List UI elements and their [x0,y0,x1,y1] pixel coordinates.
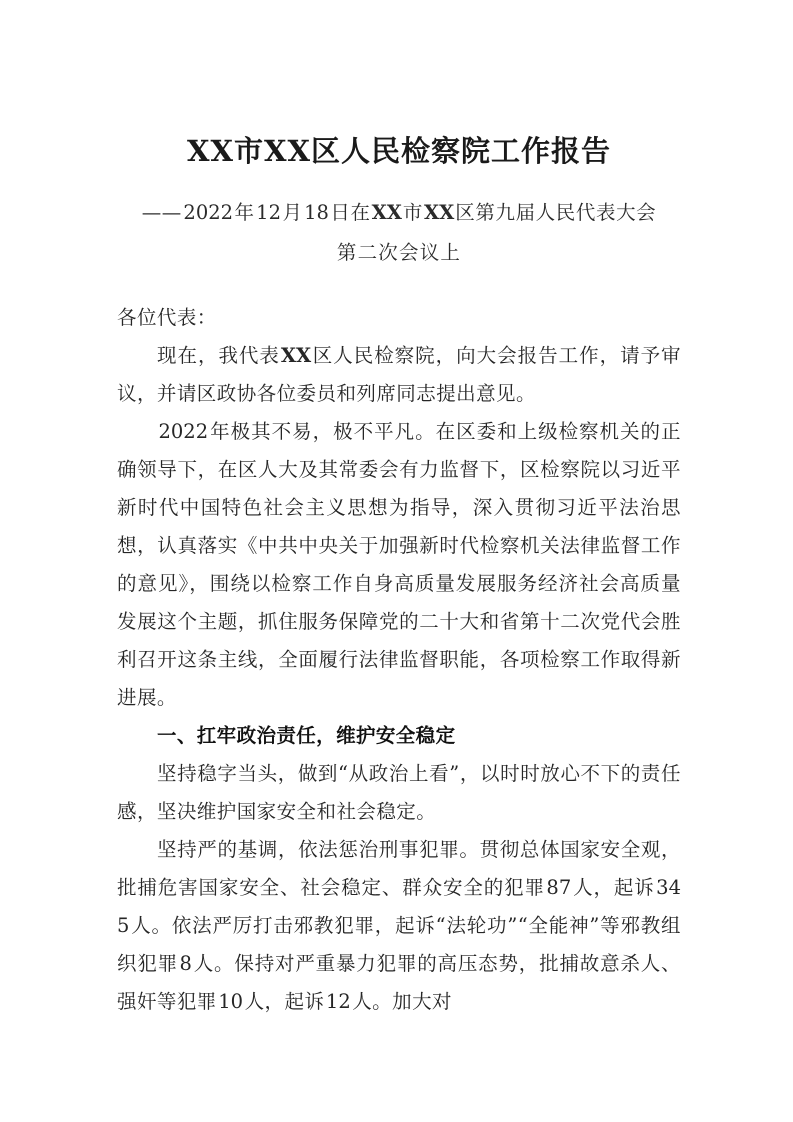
document-body [117,273,681,1021]
salutation: 各位代表： [117,306,217,329]
document-subtitle [117,171,681,273]
subtitle-line-2: 第二次会议上 [336,241,462,264]
section-heading-one: 一、扛牢政治责任，维护安全稳定 [156,724,456,747]
page-title: XX市XX区人民检察院工作报告 [186,134,611,168]
paragraph-stability: 坚持稳字当头，做到“从政治上看”，以时时放心不下的责任感，坚决维护国家安全和社会稳定。 [117,762,681,823]
subtitle-line-1: ——2022年12月18日在XX市XX区第九届人民代表大会 [141,201,657,224]
paragraph-criminal-punishment: 坚持严的基调，依法惩治刑事犯罪。贯彻总体国家安全观，批捕危害国家安全、社会稳定、群众安全的犯罪87人，起诉345人。依法严厉打击邪教犯罪，起诉“法轮功”“全能神”等邪教组织犯罪8人。保持对严重暴力犯罪的高压态势，批捕故意杀人、强奸等犯罪10人，起诉12人。加大对 [117,838,681,1013]
document-content [117,0,681,1021]
paragraph-year-overview: 2022年极其不易，极不平凡。在区委和上级检察机关的正确领导下，在区人大及其常委会有力监督下，区检察院以习近平新时代中国特色社会主义思想为指导，深入贯彻习近平法治思想，认真落实《中共中央关于加强新时代检察机关法律监督工作的意见》，围绕以检察工作自身高质量发展服务经济社会高质量发展这个主题，抓住服务保障党的二十大和省第十二次党代会胜利召开这条主线，全面履行法律监督职能，各项检察工作取得新进展。 [117,420,681,709]
paragraph-opening: 现在，我代表XX区人民检察院，向大会报告工作，请予审议，并请区政协各位委员和列席同志提出意见。 [117,344,682,405]
